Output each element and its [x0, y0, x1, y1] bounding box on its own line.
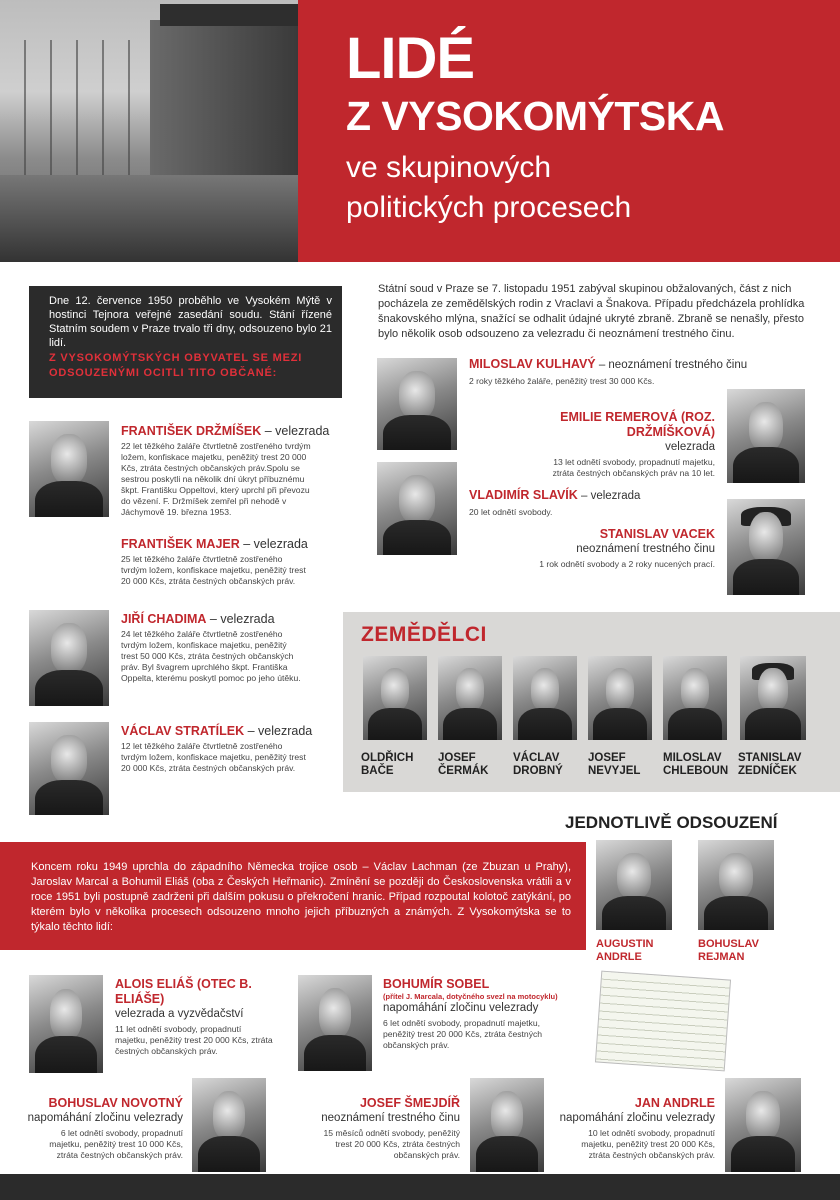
person-crime: velezrada a vyzvědačství [115, 1008, 244, 1020]
person-crime: napomáhání zločinu velezrady [383, 1002, 539, 1014]
person-name: JOSEF ŠMEJDÍŘ [359, 1096, 460, 1110]
person-jiri-chadima [121, 612, 331, 684]
portrait-frantisek-drzmisek [29, 421, 109, 517]
portrait-miloslav-kulhavy [377, 358, 457, 450]
portrait-vladimir-slavik [377, 462, 457, 555]
person-crime: napomáhání zločinu velezrady [27, 1112, 183, 1124]
person-name: EMILIE REMEROVÁ (ROZ. DRŽMÍŠKOVÁ) [560, 410, 715, 439]
first-name: BOHUSLAV [698, 938, 759, 950]
zemedelec-stanislav-zednicek [738, 752, 801, 778]
portrait-josef-cermak [438, 656, 502, 740]
zemedelec-josef-nevyjel [588, 752, 640, 778]
person-desc: 11 let odnětí svobody, propadnutí majetku, peněžitý trest 20 000 Kčs, ztráta čestných občanských práv. [115, 1024, 273, 1056]
portrait-stanislav-vacek [727, 499, 805, 595]
person-name: MILOSLAV KULHAVÝ [469, 357, 596, 371]
page-subtitle-line2: politických procesech [346, 191, 632, 224]
person-desc: 1 rok odnětí svobody a 2 roky nucených prací. [539, 559, 715, 569]
person-crime: neoznámení trestného činu [576, 543, 715, 555]
person-name: JAN ANDRLE [634, 1096, 715, 1110]
jednotlive-bohuslav-rejman [698, 938, 759, 964]
zemedelec-vaclav-drobny [513, 752, 563, 778]
person-bohuslav-novotny [20, 1096, 183, 1161]
jednotlive-heading: JEDNOTLIVĚ ODSOUZENÍ [565, 813, 778, 832]
page-title-line1: LIDÉ [346, 26, 475, 91]
intro-box [29, 286, 342, 398]
portrait-vaclav-stratilek [29, 722, 109, 815]
person-desc: 2 roky těžkého žaláře, peněžitý trest 30 000 Kčs. [469, 376, 655, 386]
first-name: STANISLAV [738, 752, 802, 764]
person-note: (přítel J. Marcala, dotyčného svezl na motocyklu) [383, 992, 558, 1001]
jednotlive-augustin-andrle [596, 938, 653, 964]
last-name: NEVYJEL [588, 765, 641, 777]
portrait-oldrich-bace [363, 656, 427, 740]
person-frantisek-drzmisek [121, 424, 331, 518]
person-name: VLADIMÍR SLAVÍK [469, 488, 578, 502]
portrait-alois-elias [29, 975, 103, 1073]
portrait-jiri-chadima [29, 610, 109, 706]
zemedelec-josef-cermak [438, 752, 488, 778]
person-desc: 25 let těžkého žaláře čtvrtletně zostřeného tvrdým ložem, konfiskace majetku, peněžitý trest 20 000 Kčs, ztráta čestných občanských práv. [121, 554, 306, 586]
person-desc: 12 let těžkého žaláře čtvrtletně zostřeného tvrdým ložem, konfiskace majetku, peněžitý trest 20 000 Kčs, ztráta čestných občanských práv. [121, 741, 306, 773]
person-desc: 22 let těžkého žaláře čtvrtletně zostřeného tvrdým ložem, konfiskace majetku, peněžitý trest 20 000 Kčs, ztráta čestných občanských práv.Spolu se sestrou poskytli na několik dní úkryt příbuznému škpt. Františku Oppeltovi, který uprchl při převozu do vězení. F. Držmíšek zemřel při nehodě v Jáchymově 19. března 1953. [121, 441, 311, 517]
document-image [595, 971, 731, 1072]
portrait-bohuslav-rejman [698, 840, 774, 930]
portrait-jan-andrle [725, 1078, 801, 1172]
person-crime: – velezrada [239, 537, 308, 551]
portrait-vaclav-drobny [513, 656, 577, 740]
intro-text: Dne 12. července 1950 proběhlo ve Vysokém Mýtě v hostinci Tejnora veřejné zasedání soudu. Stání řízené Statním soudem v Praze trvalo tři dny, odsouzeno bylo 21 lidí. [49, 295, 332, 349]
person-name: VÁCLAV STRATÍLEK [121, 724, 245, 738]
person-desc: 6 let odnětí svobody, propadnutí majetku, peněžitý trest 10 000 Kčs, ztráta čestných občanských práv. [49, 1128, 183, 1160]
ground [0, 175, 298, 262]
person-emilie-remerova [470, 410, 715, 479]
intro-highlight: Z VYSOKOMÝTSKÝCH OBYVATEL SE MEZI ODSOUZENÝMI OCITLI TITO OBČANÉ: [49, 352, 303, 379]
person-desc: 10 let odnětí svobody, propadnutí majetku, peněžitý trest 20 000 Kčs, ztráta čestných občanských práv. [581, 1128, 715, 1160]
person-crime: velezrada [665, 441, 715, 453]
first-name: AUGUSTIN [596, 938, 654, 950]
page-subtitle-line1: ve skupinových [346, 151, 552, 184]
barrack-building [150, 20, 298, 180]
person-crime: neoznámení trestného činu [321, 1112, 460, 1124]
person-name: BOHUSLAV NOVOTNÝ [48, 1096, 183, 1110]
person-crime: – velezrada [206, 612, 275, 626]
person-desc: 15 měsíců odnětí svobody, peněžitý trest 20 000 Kčs, ztráta čestných občanských práv. [323, 1128, 460, 1160]
barrack-roof [160, 4, 298, 26]
person-vladimir-slavik [469, 488, 719, 518]
fence-posts [0, 40, 150, 180]
first-name: JOSEF [588, 752, 626, 764]
footer-bar [0, 1174, 840, 1200]
person-crime: – velezrada [244, 724, 313, 738]
last-name: CHLEBOUN [663, 765, 729, 777]
person-desc: 13 let odnětí svobody, propadnutí majetku, ztráta čestných občanských práv na 10 let. [552, 457, 715, 478]
person-jan-andrle [555, 1096, 715, 1161]
last-name: BAČE [361, 765, 394, 777]
first-name: JOSEF [438, 752, 476, 764]
person-name: ALOIS ELIÁŠ (OTEC B. ELIÁŠE) [115, 977, 252, 1006]
portrait-bohuslav-novotny [192, 1078, 266, 1172]
last-name: ČERMÁK [438, 765, 489, 777]
person-stanislav-vacek [470, 527, 715, 570]
person-desc: 20 let odnětí svobody. [469, 507, 553, 517]
portrait-stanislav-zednicek [740, 656, 806, 740]
person-vaclav-stratilek [121, 724, 331, 774]
person-crime: – neoznámení trestného činu [595, 359, 748, 371]
last-name: ANDRLE [596, 951, 642, 963]
last-name: ZEDNÍČEK [738, 765, 797, 777]
first-name: VÁCLAV [513, 752, 560, 764]
person-frantisek-majer [121, 537, 331, 587]
person-miloslav-kulhavy [469, 357, 769, 387]
person-name: JIŘÍ CHADIMA [121, 612, 207, 626]
portrait-josef-nevyjel [588, 656, 652, 740]
portrait-bohumir-sobel [298, 975, 372, 1071]
portrait-miloslav-chleboun [663, 656, 727, 740]
person-name: FRANTIŠEK MAJER [121, 537, 240, 551]
person-alois-elias [115, 977, 290, 1057]
header-photo [0, 0, 298, 262]
zemedelci-heading: ZEMĚDĚLCI [361, 623, 487, 646]
last-name: REJMAN [698, 951, 745, 963]
intro-right-text: Státní soud v Praze se 7. listopadu 1951 zabýval skupinou obžalovaných, část z nich pocházela ze zemědělských rodin z Vraclavi a Šnakova. Případu předcházela prohlídka šnakovského mlýna, snažící se odhalit údajné ukryté zbraně. Zbraně se nenašly, přesto bylo několik osob odsouzeno za velezradu či neoznámení trestného činu. [378, 283, 805, 340]
portrait-josef-smejdir [470, 1078, 544, 1172]
first-name: OLDŘICH [361, 752, 414, 764]
first-name: MILOSLAV [663, 752, 722, 764]
person-bohumir-sobel [383, 977, 588, 1051]
last-name: DROBNÝ [513, 765, 563, 777]
portrait-augustin-andrle [596, 840, 672, 930]
person-desc: 24 let těžkého žaláře čtvrtletně zostřeného tvrdým ložem, konfiskace majetku, peněžitý trest 50 000 Kčs, ztráta čestných občanských práv. Byl švagrem uprchlého škpt. Františka Oppelta, kterému poskytl pomoc po jeho útěku. [121, 629, 301, 683]
escape-text: Koncem roku 1949 uprchla do západního Německa trojice osob – Václav Lachman (ze Zbuzan u Prahy), Jaroslav Marcal a Bohumil Eliáš (oba z Českých Heřmanic). Zmínění se později do Československa vrátili a v roce 1951 byli postupně zadrženi při dalším pokusu o překročení hranic. Případ rozpoutal kolotoč zatýkání, po kterém bylo v několika procesech odsouzeno mnoho jejich příbuzných a známých. Z Vysokomýtska se to týkalo těchto lidí: [31, 861, 571, 933]
zemedelec-miloslav-chleboun [663, 752, 728, 778]
page-title-line2: Z VYSOKOMÝTSKA [346, 93, 724, 139]
person-crime: – velezrada [261, 424, 330, 438]
person-name: BOHUMÍR SOBEL [383, 977, 490, 991]
person-name: STANISLAV VACEK [599, 527, 715, 541]
person-crime: napomáhání zločinu velezrady [559, 1112, 715, 1124]
zemedelec-oldrich-bace [361, 752, 413, 778]
portrait-emilie-remerova [727, 389, 805, 483]
person-desc: 6 let odnětí svobody, propadnutí majetku, peněžitý trest 20 000 Kčs, ztráta čestných občanských práv. [383, 1018, 543, 1050]
person-crime: – velezrada [577, 490, 641, 502]
person-josef-smejdir [300, 1096, 460, 1161]
person-name: FRANTIŠEK DRŽMÍŠEK [121, 424, 262, 438]
